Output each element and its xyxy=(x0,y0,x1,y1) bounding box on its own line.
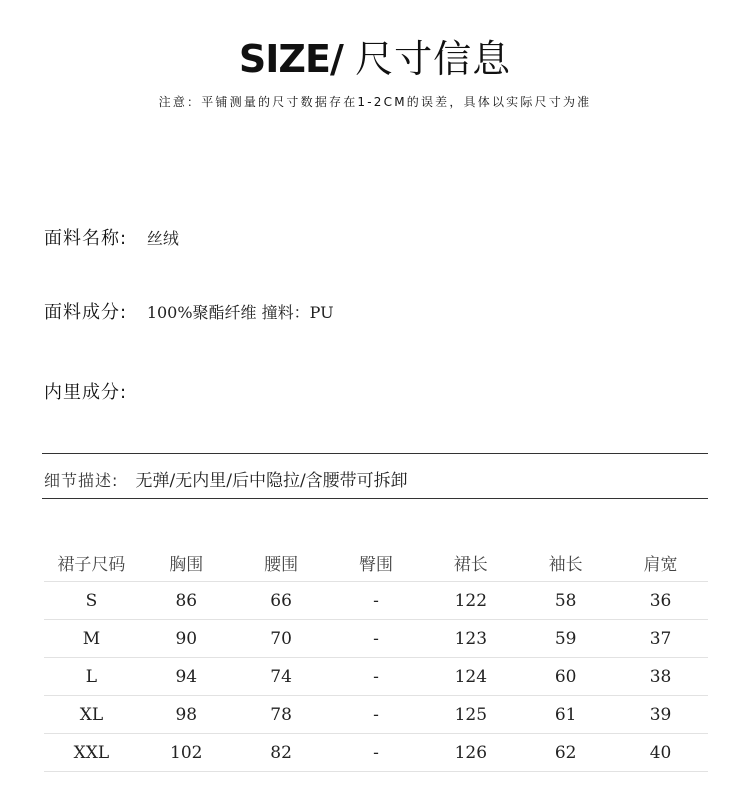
table-cell: 61 xyxy=(518,696,613,734)
fabric-name-label: 面料名称: xyxy=(44,228,128,249)
lining-composition-row xyxy=(44,378,141,404)
page-title-en: SIZE/ xyxy=(238,37,343,81)
detail-description-value: 无弹/无内里/后中隐拉/含腰带可拆卸 xyxy=(135,471,408,491)
table-cell: 94 xyxy=(139,658,234,696)
page-title-cn: 尺寸信息 xyxy=(355,37,512,81)
table-cell: 90 xyxy=(139,620,234,658)
size-table xyxy=(44,544,708,772)
table-cell: 124 xyxy=(423,658,518,696)
detail-description-row xyxy=(44,466,408,491)
table-cell: - xyxy=(329,620,424,658)
table-row xyxy=(44,582,708,620)
fabric-composition-value: 100%聚酯纤维 撞料：PU xyxy=(146,303,334,322)
fabric-composition-label: 面料成分: xyxy=(44,302,128,323)
table-row xyxy=(44,620,708,658)
table-cell: 66 xyxy=(234,582,329,620)
column-header-skirt-length: 裙长 xyxy=(423,544,518,582)
table-row xyxy=(44,658,708,696)
table-row xyxy=(44,734,708,772)
fabric-composition-row xyxy=(44,298,334,324)
measurement-note: 注意：平铺测量的尺寸数据存在1-2CM的误差，具体以实际尺寸为准 xyxy=(158,95,592,109)
column-header-shoulder-width: 肩宽 xyxy=(613,544,708,582)
table-row xyxy=(44,696,708,734)
detail-divider-bottom xyxy=(42,498,708,499)
column-header-hip: 臀围 xyxy=(329,544,424,582)
size-table-header-row xyxy=(44,544,708,582)
detail-divider-top xyxy=(42,453,708,454)
table-cell: 102 xyxy=(139,734,234,772)
table-cell: 126 xyxy=(423,734,518,772)
column-header-bust: 胸围 xyxy=(139,544,234,582)
page-title xyxy=(0,28,750,83)
table-cell: 62 xyxy=(518,734,613,772)
table-cell: 82 xyxy=(234,734,329,772)
lining-composition-label: 内里成分: xyxy=(44,382,128,403)
table-cell: 98 xyxy=(139,696,234,734)
column-header-size: 裙子尺码 xyxy=(44,544,139,582)
table-cell: XXL xyxy=(44,734,139,772)
table-cell: 36 xyxy=(613,582,708,620)
table-cell: 40 xyxy=(613,734,708,772)
table-cell: 123 xyxy=(423,620,518,658)
table-cell: L xyxy=(44,658,139,696)
table-cell: - xyxy=(329,658,424,696)
table-cell: - xyxy=(329,734,424,772)
table-cell: - xyxy=(329,582,424,620)
table-cell: 86 xyxy=(139,582,234,620)
fabric-name-row xyxy=(44,224,179,250)
detail-description-label: 细节描述: xyxy=(44,471,119,490)
table-cell: 39 xyxy=(613,696,708,734)
table-cell: 122 xyxy=(423,582,518,620)
column-header-waist: 腰围 xyxy=(234,544,329,582)
table-cell: M xyxy=(44,620,139,658)
table-cell: 58 xyxy=(518,582,613,620)
table-cell: 37 xyxy=(613,620,708,658)
table-cell: 60 xyxy=(518,658,613,696)
fabric-name-value: 丝绒 xyxy=(146,229,179,248)
table-cell: 74 xyxy=(234,658,329,696)
column-header-sleeve-length: 袖长 xyxy=(518,544,613,582)
table-cell: XL xyxy=(44,696,139,734)
table-cell: 125 xyxy=(423,696,518,734)
table-cell: 70 xyxy=(234,620,329,658)
table-cell: 38 xyxy=(613,658,708,696)
table-cell: - xyxy=(329,696,424,734)
table-cell: 59 xyxy=(518,620,613,658)
table-cell: 78 xyxy=(234,696,329,734)
table-cell: S xyxy=(44,582,139,620)
